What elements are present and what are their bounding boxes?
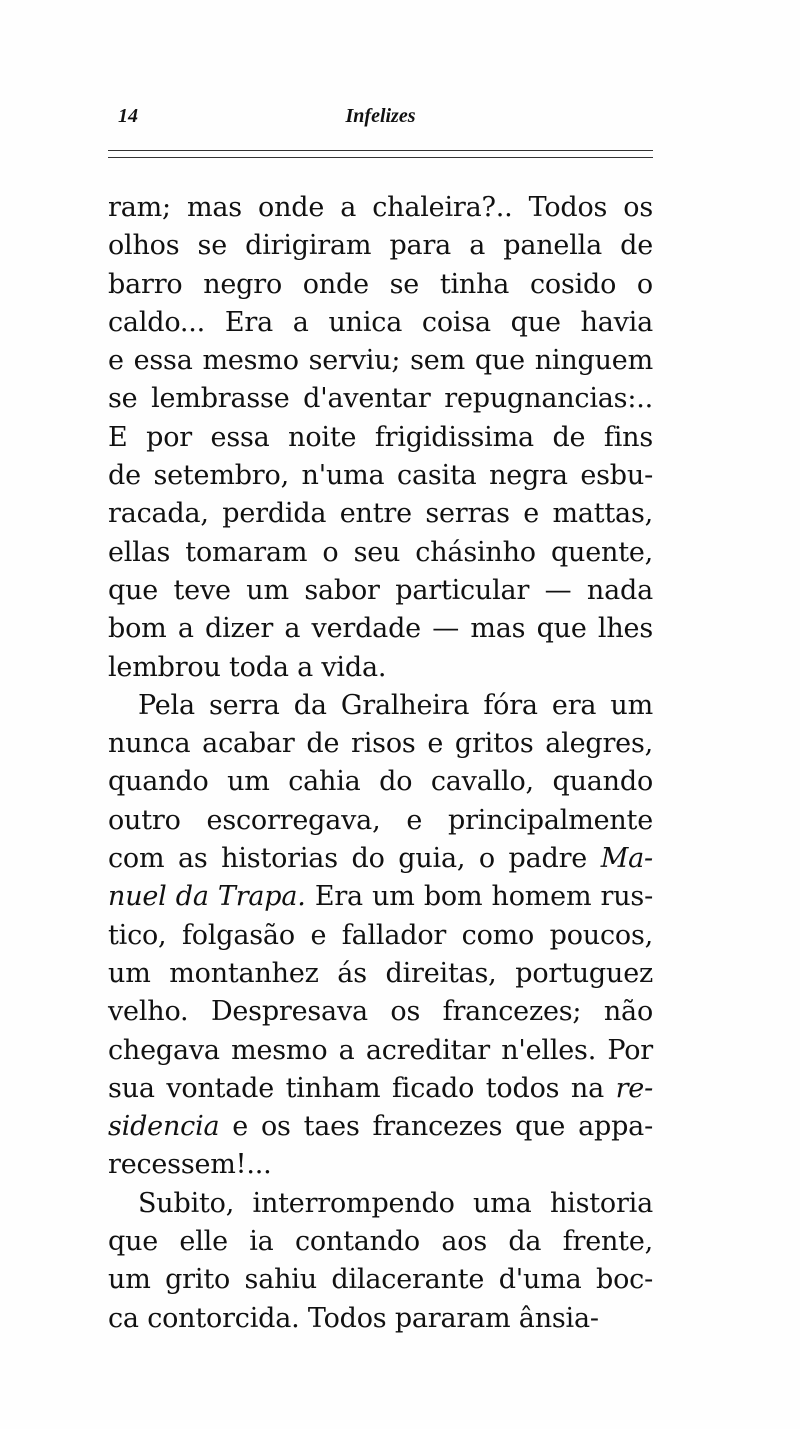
- text-line: [108, 1185, 653, 1223]
- text-fragment: ram; mas onde a chaleira?.. Todos os: [108, 192, 653, 223]
- text-line: [108, 457, 653, 495]
- header-rule-secondary: [108, 157, 653, 158]
- text-fragment: se lembrasse d'aventar repugnancias:..: [108, 383, 653, 415]
- text-fragment: bom a dizer a verdade — mas que lhes: [108, 613, 653, 645]
- italic-text: Ma-: [600, 843, 653, 875]
- text-fragment: velho. Despresava os francezes; não: [108, 996, 653, 1028]
- text-fragment: racada, perdida entre serras e mattas,: [108, 498, 653, 530]
- text-fragment: um grito sahiu dilacerante d'uma boc-: [108, 1264, 653, 1296]
- text-line: [108, 1070, 653, 1108]
- text-line: [108, 189, 653, 227]
- text-fragment: E por essa noite frigidissima de fins: [108, 421, 653, 453]
- text-fragment: Subito, interrompendo uma historia: [138, 1187, 653, 1219]
- text-fragment: recessem!...: [108, 1149, 272, 1181]
- text-fragment: e essa mesmo serviu; sem que ninguem: [108, 345, 653, 377]
- text-fragment: que elle ia contando aos da frente,: [108, 1226, 653, 1258]
- text-line: [108, 763, 653, 801]
- text-fragment: outro escorregava, e principalmente: [108, 804, 653, 836]
- text-line: [108, 687, 653, 725]
- text-line: [108, 840, 653, 878]
- text-fragment: que teve um sabor particular — nada: [108, 574, 653, 606]
- text-fragment: Pela serra da Gralheira fóra era um: [138, 689, 653, 721]
- text-line: [108, 1032, 653, 1070]
- text-line: [108, 380, 653, 418]
- text-line: [108, 610, 653, 648]
- text-fragment: olhos se dirigiram para a panella de: [108, 230, 653, 262]
- text-fragment: um montanhez ás direitas, portuguez: [108, 957, 653, 989]
- running-title: Infelizes: [345, 105, 416, 127]
- text-line: [108, 419, 653, 457]
- text-line: [108, 1300, 653, 1338]
- italic-text: sidencia: [108, 1111, 220, 1143]
- text-fragment: barro negro onde se tinha cosido o: [108, 268, 653, 300]
- text-line: [108, 917, 653, 955]
- text-fragment: ca contorcida. Todos pararam ânsia-: [108, 1302, 599, 1334]
- text-line: [108, 1108, 653, 1146]
- text-line: [108, 342, 653, 380]
- text-line: [108, 1146, 653, 1184]
- text-line: [108, 1261, 653, 1299]
- text-line: [108, 955, 653, 993]
- text-fragment: com as historias do guia, o padre: [108, 843, 601, 875]
- text-fragment: ellas tomaram o seu chásinho quente,: [108, 536, 653, 568]
- text-fragment: chegava mesmo a acreditar n'elles. Por: [108, 1034, 653, 1066]
- page-number: 14: [118, 105, 138, 127]
- text-line: [108, 572, 653, 610]
- header-rule: [108, 150, 653, 151]
- text-line: [108, 227, 653, 265]
- text-fragment: sua vontade tinham ficado todos na: [108, 1072, 616, 1104]
- text-line: [108, 534, 653, 572]
- text-fragment: Era um bom homem rus-: [305, 881, 653, 913]
- italic-text: re-: [615, 1072, 653, 1104]
- text-line: [108, 1223, 653, 1261]
- text-fragment: caldo... Era a unica coisa que havia: [108, 306, 653, 338]
- text-line: [108, 649, 653, 687]
- text-line: [108, 304, 653, 342]
- page-header: [108, 105, 653, 145]
- text-fragment: lembrou toda a vida.: [108, 651, 387, 683]
- body-text: [108, 189, 653, 1338]
- text-fragment: de setembro, n'uma casita negra esbu-: [108, 460, 653, 492]
- text-line: [108, 993, 653, 1031]
- text-line: [108, 266, 653, 304]
- text-fragment: nunca acabar de risos e gritos alegres,: [108, 728, 653, 760]
- text-fragment: e os taes francezes que appa-: [219, 1111, 653, 1143]
- text-line: [108, 802, 653, 840]
- text-line: [108, 495, 653, 533]
- italic-text: nuel da Trapa.: [108, 881, 306, 913]
- text-fragment: tico, folgasão e fallador como poucos,: [108, 919, 653, 951]
- text-line: [108, 725, 653, 763]
- text-line: [108, 878, 653, 916]
- text-fragment: quando um cahia do cavallo, quando: [108, 766, 653, 798]
